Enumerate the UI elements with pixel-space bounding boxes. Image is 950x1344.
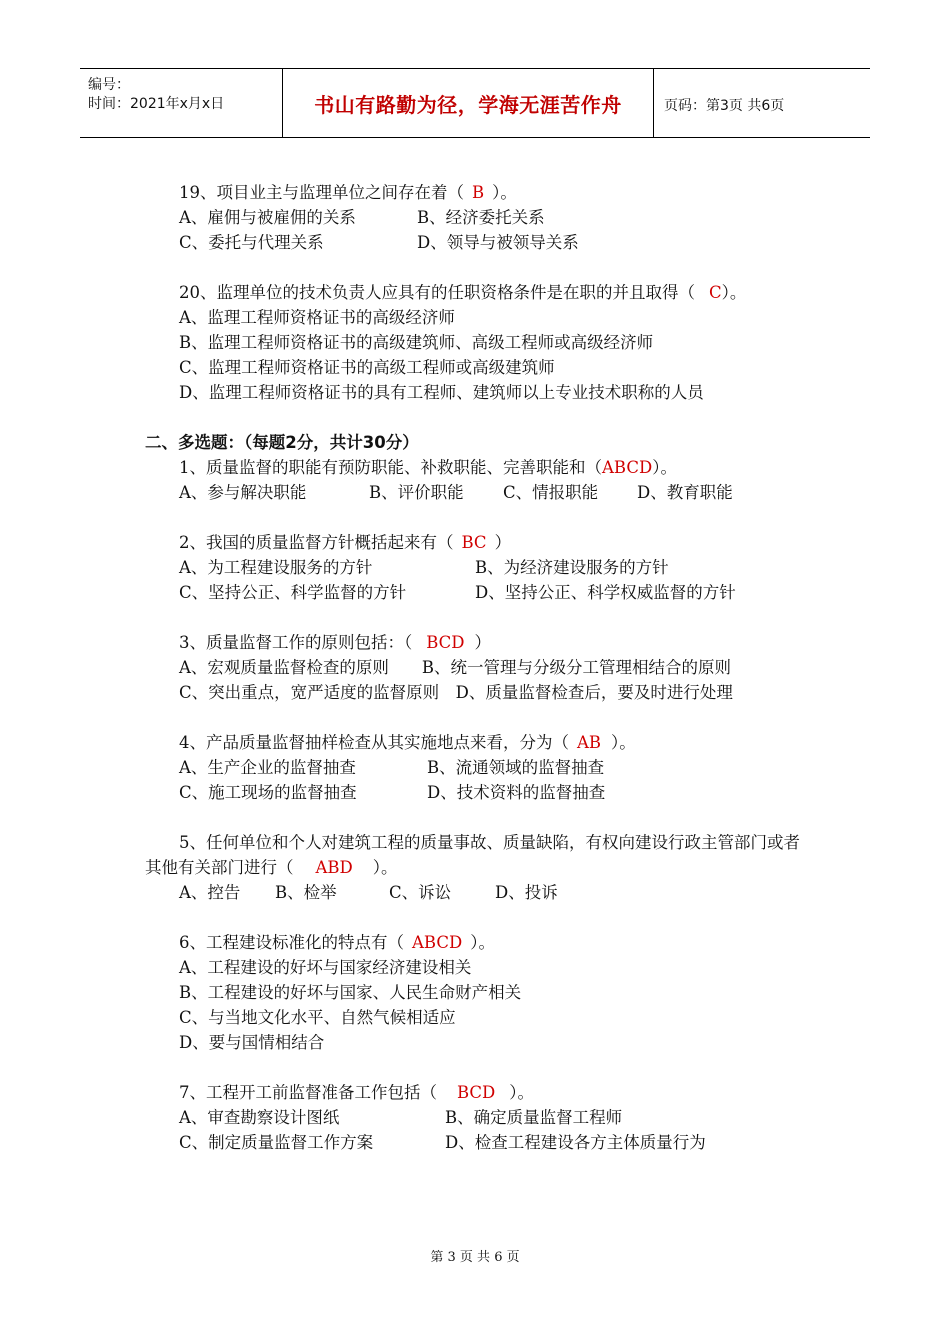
question-stem (145, 455, 810, 480)
option-row-ab: A、宏观质量监督检查的原则 B、统一管理与分级分工管理相结合的原则 (179, 658, 732, 677)
answer: ABD (315, 858, 353, 877)
question-19 (145, 180, 810, 255)
option-d: D、投诉 (495, 883, 558, 902)
motto: 书山有路勤为径，学海无涯苦作舟 (314, 93, 622, 117)
header-right-cell (654, 69, 870, 137)
option-d: D、监理工程师资格证书的具有工程师、建筑师以上专业技术职称的人员 (179, 383, 704, 402)
stem-tail: ）。 (470, 933, 495, 952)
document-body (145, 180, 810, 1180)
option-row (145, 555, 810, 580)
multi-question-1 (145, 455, 810, 505)
option-c: C、坚持公正、科学监督的方针 (179, 583, 407, 602)
option-b: B、经济委托关系 (417, 208, 545, 227)
option-a: A、工程建设的好坏与国家经济建设相关 (179, 958, 472, 977)
stem-text: 5、任何单位和个人对建筑工程的质量事故、质量缺陷，有权向建设行政主管部门或者其他有关部门进行（ (145, 833, 800, 877)
option-c: C、委托与代理关系 (179, 233, 324, 252)
option-b: B、流通领域的监督抽查 (427, 758, 605, 777)
question-stem (145, 830, 810, 880)
question-stem (145, 180, 810, 205)
option-d: D、检查工程建设各方主体质量行为 (445, 1133, 706, 1152)
option-d: D、坚持公正、科学权威监督的方针 (475, 583, 736, 602)
option-b: B、监理工程师资格证书的高级建筑师、高级工程师或高级经济师 (179, 333, 654, 352)
multi-question-2 (145, 530, 810, 605)
question-stem (145, 280, 810, 305)
question-stem (145, 730, 810, 755)
number-label: 编号： (88, 77, 130, 93)
option-b: B、确定质量监督工程师 (445, 1108, 623, 1127)
stem-text: 2、我国的质量监督方针概括起来有（ (179, 533, 454, 552)
question-stem (145, 1080, 810, 1105)
section-title: 二、多选题：（每题2分，共计30分） (145, 433, 419, 452)
stem-text: 20、监理单位的技术负责人应具有的任职资格条件是在职的并且取得（ (179, 283, 695, 302)
option-d: D、要与国情相结合 (179, 1033, 325, 1052)
stem-text: 6、工程建设标准化的特点有（ (179, 933, 404, 952)
option-row (145, 480, 810, 505)
option-row (145, 780, 810, 805)
answer: B (472, 183, 485, 202)
option-c: C、制定质量监督工作方案 (179, 1133, 374, 1152)
answer: BCD (457, 1083, 496, 1102)
option-b: B、检举 (275, 883, 337, 902)
option-row (145, 755, 810, 780)
option-b: B、评价职能 (369, 483, 464, 502)
stem-text: 19、项目业主与监理单位之间存在着（ (179, 183, 464, 202)
option-row-cd: C、突出重点，宽严适度的监督原则 D、质量监督检查后，要及时进行处理 (179, 683, 733, 702)
option-a: A、审查勘察设计图纸 (179, 1108, 340, 1127)
option-row (145, 230, 810, 255)
page-info: 页码：第3页 共6页 (664, 98, 785, 114)
stem-text: 3、质量监督工作的原则包括：（ (179, 633, 413, 652)
option-a: A、参与解决职能 (179, 483, 307, 502)
option-a: A、为工程建设服务的方针 (179, 558, 373, 577)
stem-tail: ）。 (509, 1083, 535, 1102)
multi-question-7 (145, 1080, 810, 1155)
stem-tail: ） (474, 633, 492, 652)
option-c: C、情报职能 (503, 483, 599, 502)
stem-text: 1、质量监督的职能有预防职能、补救职能、完善职能和（ (179, 458, 602, 477)
answer: ABCD (412, 933, 463, 952)
stem-tail: ）。 (721, 283, 747, 302)
stem-text: 4、产品质量监督抽样检查从其实施地点来看，分为（ (179, 733, 569, 752)
option-b: B、工程建设的好坏与国家、人民生命财产相关 (179, 983, 522, 1002)
answer: BCD (426, 633, 465, 652)
option-a: A、生产企业的监督抽查 (179, 758, 356, 777)
stem-tail: ） (494, 533, 512, 552)
question-stem (145, 930, 810, 955)
option-a: A、雇佣与被雇佣的关系 (179, 208, 356, 227)
option-a: A、控告 (179, 883, 241, 902)
option-c: C、施工现场的监督抽查 (179, 783, 357, 802)
page-header (80, 68, 870, 138)
option-a: A、监理工程师资格证书的高级经济师 (179, 308, 455, 327)
stem-tail: ）。 (372, 858, 398, 877)
multi-question-4 (145, 730, 810, 805)
option-d: D、技术资料的监督抽查 (427, 783, 606, 802)
answer: ABCD (602, 458, 653, 477)
question-stem (145, 530, 810, 555)
option-c: C、诉讼 (389, 883, 452, 902)
stem-tail: ）。 (611, 733, 636, 752)
option-row (145, 880, 810, 905)
header-middle-cell (283, 69, 654, 137)
answer: AB (577, 733, 602, 752)
option-row (145, 205, 810, 230)
option-c: C、监理工程师资格证书的高级工程师或高级建筑师 (179, 358, 555, 377)
answer: C (709, 283, 722, 302)
multi-question-6 (145, 930, 810, 1055)
header-left-cell (80, 69, 283, 137)
option-b: B、为经济建设服务的方针 (475, 558, 669, 577)
question-stem (145, 630, 810, 655)
answer: BC (461, 533, 487, 552)
stem-text: 7、工程开工前监督准备工作包括（ (179, 1083, 437, 1102)
option-row (145, 580, 810, 605)
multi-question-5 (145, 830, 810, 905)
option-row (145, 1105, 810, 1130)
date-label: 时间：2021年x月x日 (88, 96, 225, 112)
option-d: D、教育职能 (637, 483, 733, 502)
stem-tail: ）。 (652, 458, 677, 477)
option-c: C、与当地文化水平、自然气候相适应 (179, 1008, 456, 1027)
stem-tail: ）。 (492, 183, 517, 202)
option-d: D、领导与被领导关系 (417, 233, 579, 252)
page-footer: 第 3 页 共 6 页 (430, 1250, 520, 1265)
multi-question-3 (145, 630, 810, 705)
option-row (145, 1130, 810, 1155)
question-20 (145, 280, 810, 405)
